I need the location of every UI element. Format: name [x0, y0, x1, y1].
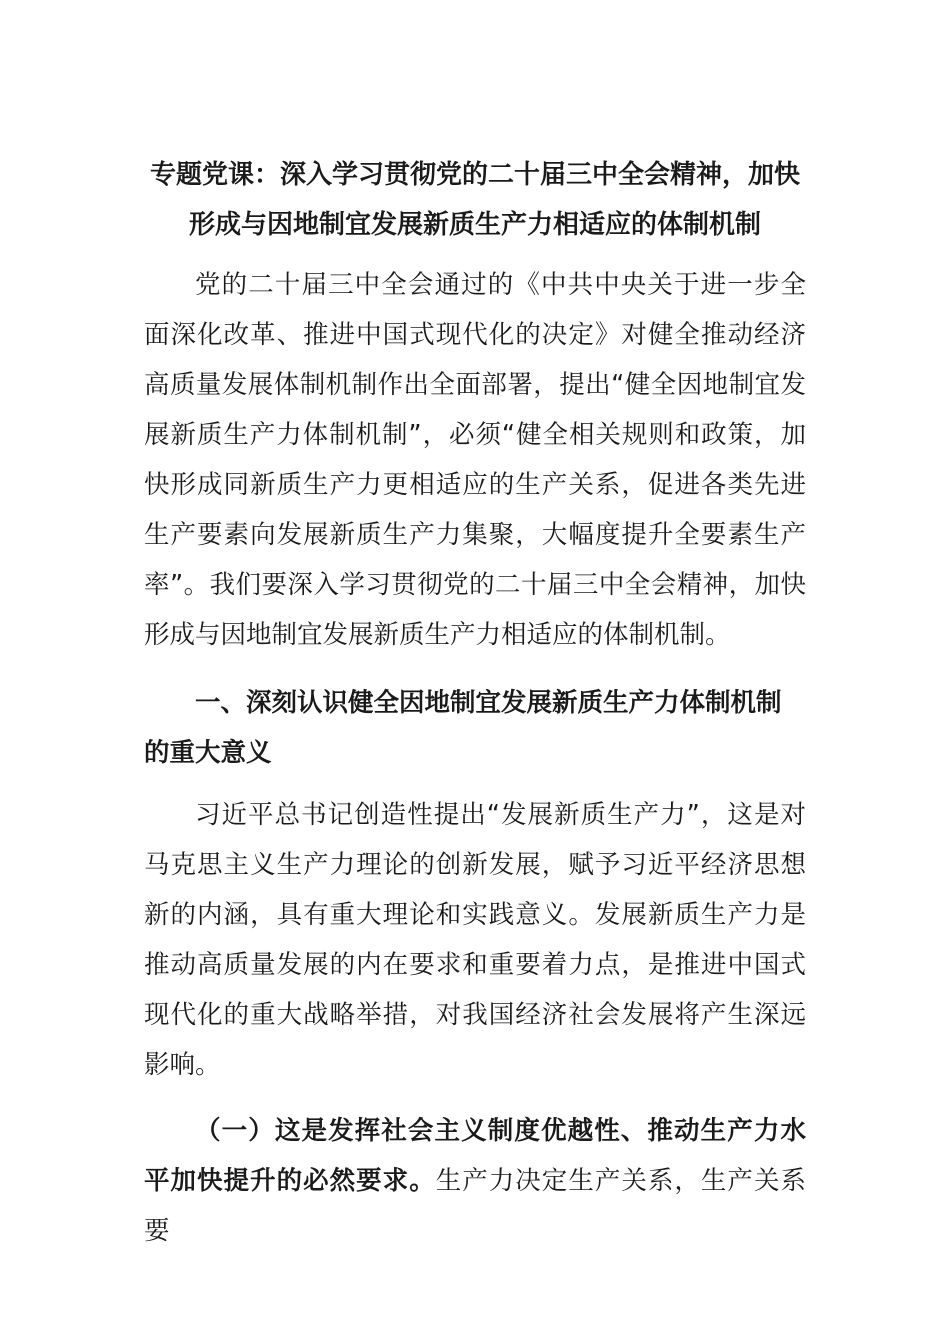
document-title — [144, 150, 806, 250]
intro-paragraph: 党的二十届三中全会通过的《中共中央关于进一步全面深化改革、推进中国式现代化的决定》对健全推动经济高质量发展体制机制作出全面部署，提出“健全因地制宜发展新质生产力体制机制”，必须“健全相关规则和政策，加快形成同新质生产力更相适应的生产关系，促进各类先进生产要素向发展新质生产力集聚，大幅度提升全要素生产率”。我们要深入学习贯彻党的二十届三中全会精神，加快形成与因地制宜发展新质生产力相适应的体制机制。 — [144, 270, 806, 650]
title-line-1: 专题党课：深入学习贯彻党的二十届三中全会精神，加快 — [149, 160, 800, 190]
section-1-paragraph: 习近平总书记创造性提出“发展新质生产力”，这是对马克思主义生产力理论的创新发展，赋予习近平经济思想新的内涵，具有重大理论和实践意义。发展新质生产力是推动高质量发展的内在要求和重要着力点，是推进中国式现代化的重大战略举措，对我国经济社会发展将产生深远影响。 — [144, 800, 806, 1080]
subsection-1-bold-lead: （一）这是发挥社会主义制度优越性、推动生产力水平加快提升的必然要求。 — [144, 1116, 806, 1196]
title-line-2: 形成与因地制宜发展新质生产力相适应的体制机制 — [188, 210, 761, 240]
subsection-1-paragraph — [144, 1106, 806, 1256]
section-1-heading: 一、深刻认识健全因地制宜发展新质生产力体制机制的重大意义 — [144, 688, 782, 768]
document-page — [144, 150, 806, 1256]
subsection-1-text: 生产力决定生产关系，生产关系要 — [144, 1166, 806, 1246]
